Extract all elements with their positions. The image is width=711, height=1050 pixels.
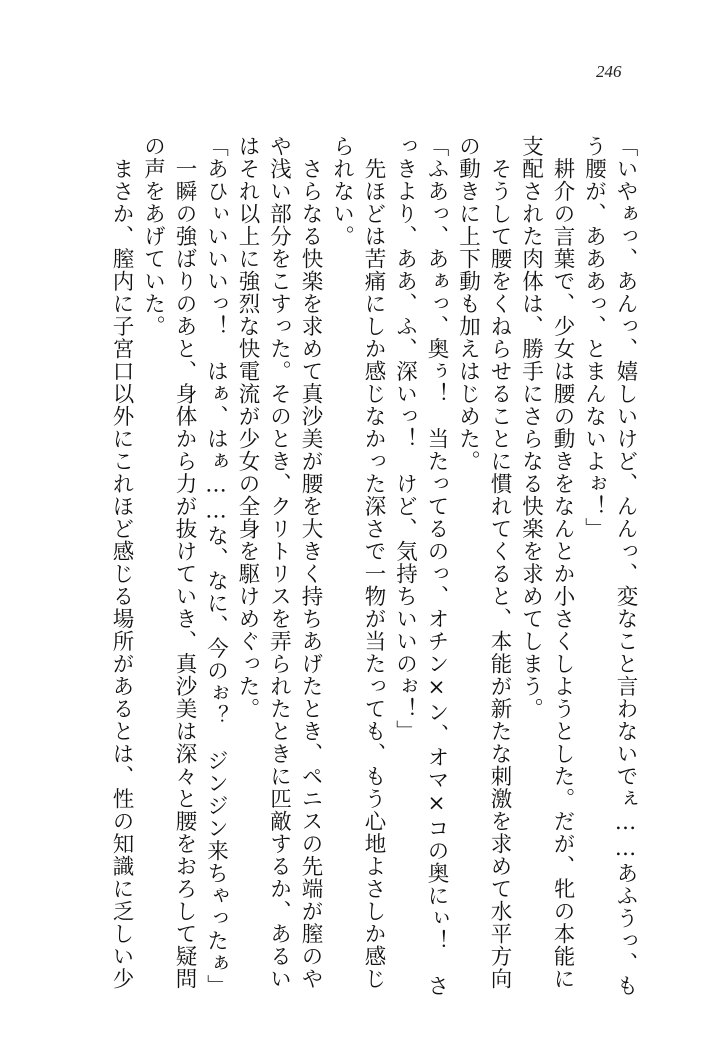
- page-number: 246: [596, 62, 622, 81]
- text-line: 「ふあっ、あぁっ、奥ぅ！ 当たってるのっ、オチン×ン、オマ×コの奥にぃ！ さ: [424, 135, 449, 997]
- text-line: の声をあげていた。: [140, 135, 166, 338]
- text-line: 耕介の言葉で、少女は腰の動きをなんとか小さくしようとした。だが、牝の本能に: [550, 135, 575, 990]
- text-line: 「いやぁっ、あんっ、嬉しいけど、んんっ、変なこと言わないでぇ……あふうっ、も: [613, 135, 638, 997]
- text-line: っきより、ああ、ふ、深いっ！ けど、気持ちいいのぉ！」: [392, 135, 418, 743]
- text-line: 先ほどは苦痛にしか感じなかった深さで一物が当たっても、もう心地よさしか感じ: [361, 135, 386, 990]
- text-line: 支配された肉体は、勝手にさらなる快楽を求めてしまう。: [518, 135, 544, 720]
- text-line: 「あひぃいいいっ！ はぁ、はぁ……な、なに、今のぉ？ ジンジン来ちゃったぁ」: [203, 135, 229, 997]
- novel-text-block: [106, 135, 642, 1015]
- text-line: られない。: [329, 135, 355, 248]
- text-line: はそれ以上に強烈な快電流が少女の全身を駆けめぐった。: [235, 135, 260, 720]
- text-line: の動きに上下動も加えはじめた。: [455, 135, 481, 473]
- text-line: や浅い部分をこすった。そのとき、クリトリスを弄られたときに匹敵するか、あるい: [266, 135, 292, 990]
- text-line: そうして腰をくねらせることに慣れてくると、本能が新たな刺激を求めて水平方向: [487, 135, 512, 990]
- text-line: まさか、膣内に子宮口以外にこれほど感じる場所があるとは、性の知識に乏しい少: [109, 135, 134, 990]
- text-line: 一瞬の強ばりのあと、身体から力が抜けていき、真沙美は深々と腰をおろして疑問: [172, 135, 197, 990]
- text-line: さらなる快楽を求めて真沙美が腰を大きく持ちあげたとき、ペニスの先端が膣のや: [298, 135, 323, 990]
- text-line: う腰が、あああっ、とまんないよぉ！」: [581, 135, 607, 540]
